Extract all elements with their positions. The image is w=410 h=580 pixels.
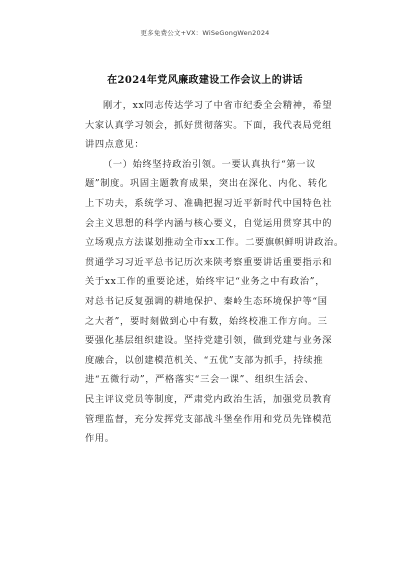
- paragraph-line: 作用。: [85, 433, 115, 445]
- header-note: 更多免费公文+VX：WiSeGongWen2024: [140, 29, 270, 37]
- paragraph-line: 进“五微行动”，严格落实“三会一课”、组织生活会、: [85, 374, 315, 386]
- paragraph-line: 关于xx工作的重要论述，始终牢记“业务之中有政治”，: [85, 276, 326, 288]
- paragraph-line: （一）始终坚持政治引领。一要认真执行“第一议: [103, 158, 317, 170]
- paragraph-line: 之大者”，要时刻做到心中有数，始终校准工作方向。三: [85, 315, 328, 327]
- paragraph-line: 大家认真学习领会，抓好贯彻落实。下面，我代表局党组: [85, 119, 333, 131]
- paragraph-line: 管理监督，充分发挥党支部战斗堡垒作用和党员先锋模范: [85, 413, 333, 425]
- paragraph-line: 贯通学习习近平总书记历次来陕考察重要讲话重要指示和: [85, 256, 333, 268]
- document-body: [85, 96, 344, 449]
- paragraph-line: 对总书记反复强调的耕地保护、秦岭生态环境保护等“国: [85, 295, 328, 307]
- paragraph-line: 刚才，xx同志传达学习了中省市纪委全会精神，希望: [103, 100, 333, 111]
- paragraph-line: 要强化基层组织建设。坚持党建引领，做到党建与业务深: [85, 335, 333, 347]
- paragraph-line: 民主评议党员等制度，严肃党内政治生活，加强党员教育: [85, 393, 333, 405]
- paragraph-line: 讲四点意见：: [85, 139, 145, 151]
- paragraph-line: 会主义思想的科学内涵与核心要义，自觉运用贯穿其中的: [85, 217, 333, 229]
- paragraph-line: 度融合，以创建模范机关、“五优”支部为抓手，持续推: [85, 354, 324, 366]
- paragraph-line: 上下功夫，系统学习、准确把握习近平新时代中国特色社: [85, 197, 333, 209]
- document-title: 在2024年党风廉政建设工作会议上的讲话: [107, 75, 303, 86]
- paragraph-line: 立场观点方法谋划推动全市xx工作。二要旗帜鲜明讲政治。: [85, 237, 344, 249]
- paragraph-line: 题”制度。巩固主题教育成果，突出在深化、内化、转化: [85, 178, 328, 190]
